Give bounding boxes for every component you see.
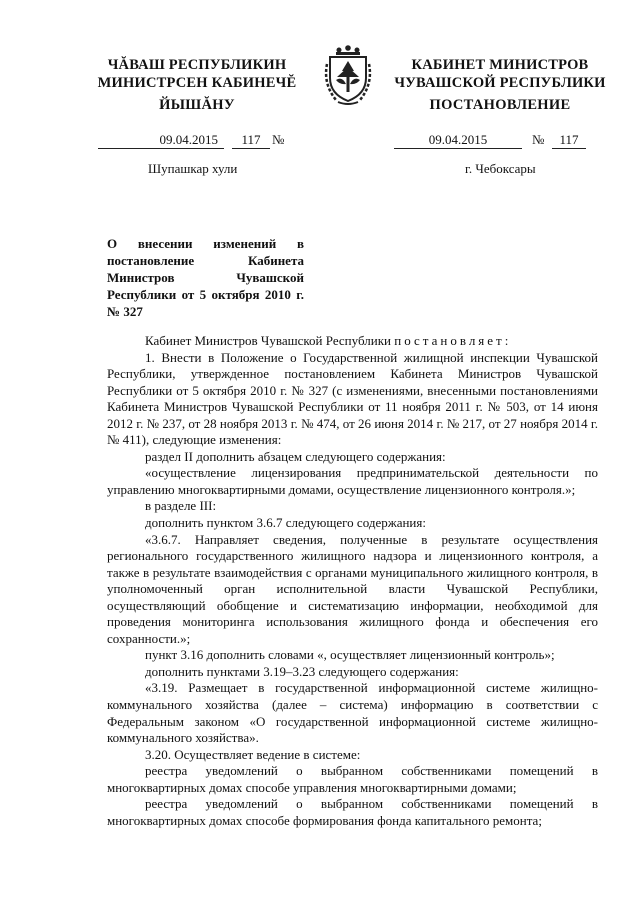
number-sign-right: № (532, 132, 545, 147)
registration-number-right: 117 (552, 132, 586, 149)
registration-number-left: 117 (232, 132, 270, 149)
header-left-line1: ЧĂВАШ РЕСПУБЛИКИН (107, 57, 287, 73)
doc-kind-left: ЙЫШĂНУ (159, 97, 235, 113)
chuvashia-coat-of-arms-icon (322, 44, 374, 106)
registration-date-left: 09.04.2015 (98, 132, 224, 149)
header-right-line1: КАБИНЕТ МИНИСТРОВ (411, 57, 589, 73)
doc-kind-right: ПОСТАНОВЛЕНИЕ (429, 97, 571, 113)
place-left: Шупашкар хули (148, 161, 238, 176)
body-paragraph: дополнить пунктами 3.19–3.23 следующего содержания: (145, 663, 459, 679)
body-paragraph: в разделе III: (145, 498, 217, 514)
header-left-block (92, 56, 302, 92)
registration-date-right: 09.04.2015 (394, 132, 522, 149)
body-paragraph: «осуществление лицензирования предпринимательской деятельности по управлению многоквартирными домами, осуществление лицензионного контроля.»; (107, 465, 598, 497)
body-paragraph: «3.19. Размещает в государственной информационной системе жилищно-коммунального хозяйства (далее – система) информацию в соответствии с Федеральным законом «О государственной информационной системе жилищно-коммунального хозяйства». (107, 680, 598, 746)
place-right: г. Чебоксары (465, 161, 536, 176)
document-title: О внесении изменений в постановление Кабинета Министров Чувашской Республики от 5 октября 2010 г. № 327 (107, 236, 304, 319)
intro-prefix: Кабинет Министров Чувашской Республики (145, 333, 391, 348)
intro-paragraph (107, 333, 598, 350)
intro-verb: постановляет: (394, 333, 512, 348)
number-sign-left: № (272, 132, 285, 147)
body-paragraph: пункт 3.16 дополнить словами «, осуществляет лицензионный контроль»; (145, 647, 555, 663)
body-paragraph: 3.20. Осуществляет ведение в системе: (145, 746, 361, 762)
header-right-line2: ЧУВАШСКОЙ РЕСПУБЛИКИ (394, 75, 606, 91)
document-body (107, 333, 598, 829)
header-right-block (382, 56, 618, 92)
body-paragraph: «3.6.7. Направляет сведения, полученные в результате осуществления регионального государственного жилищного надзора и лицензионного контроля, а также в результате взаимодействия с органами муниципального жилищного контроля, в уполномоченный орган исполнительной власти Чувашской Республики, осуществляющий обобщение и систематизацию информации, необходимой для проведения мониторинга использования жилищного фонда и обеспечения его сохранности.»; (107, 531, 598, 646)
header-left-line2: МИНИСТРСЕН КАБИНЕЧĔ (97, 75, 297, 91)
body-paragraph: раздел II дополнить абзацем следующего содержания: (145, 448, 446, 464)
body-paragraph: дополнить пунктом 3.6.7 следующего содержания: (145, 515, 426, 531)
body-paragraph: реестра уведомлений о выбранном собственниками помещений в многоквартирных домах способе формирования фонда капитального ремонта; (107, 796, 598, 828)
body-paragraph: 1. Внести в Положение о Государственной жилищной инспекции Чувашской Республики, утвержденное постановлением Кабинета Министров Чувашской Республики от 5 октября 2010 г. № 327 (с изменениями, внесенными постановлениями Кабинета Министров Чувашской Республики от 11 ноября 2011 г. № 503, от 14 июня 2012 г. № 237, от 28 ноября 2013 г. № 474, от 26 июня 2014 г. № 217, от 27 ноября 2014 г. № 411), следующие изменения: (107, 349, 598, 448)
body-paragraph: реестра уведомлений о выбранном собственниками помещений в многоквартирных домах способе управления многоквартирными домами; (107, 763, 598, 795)
